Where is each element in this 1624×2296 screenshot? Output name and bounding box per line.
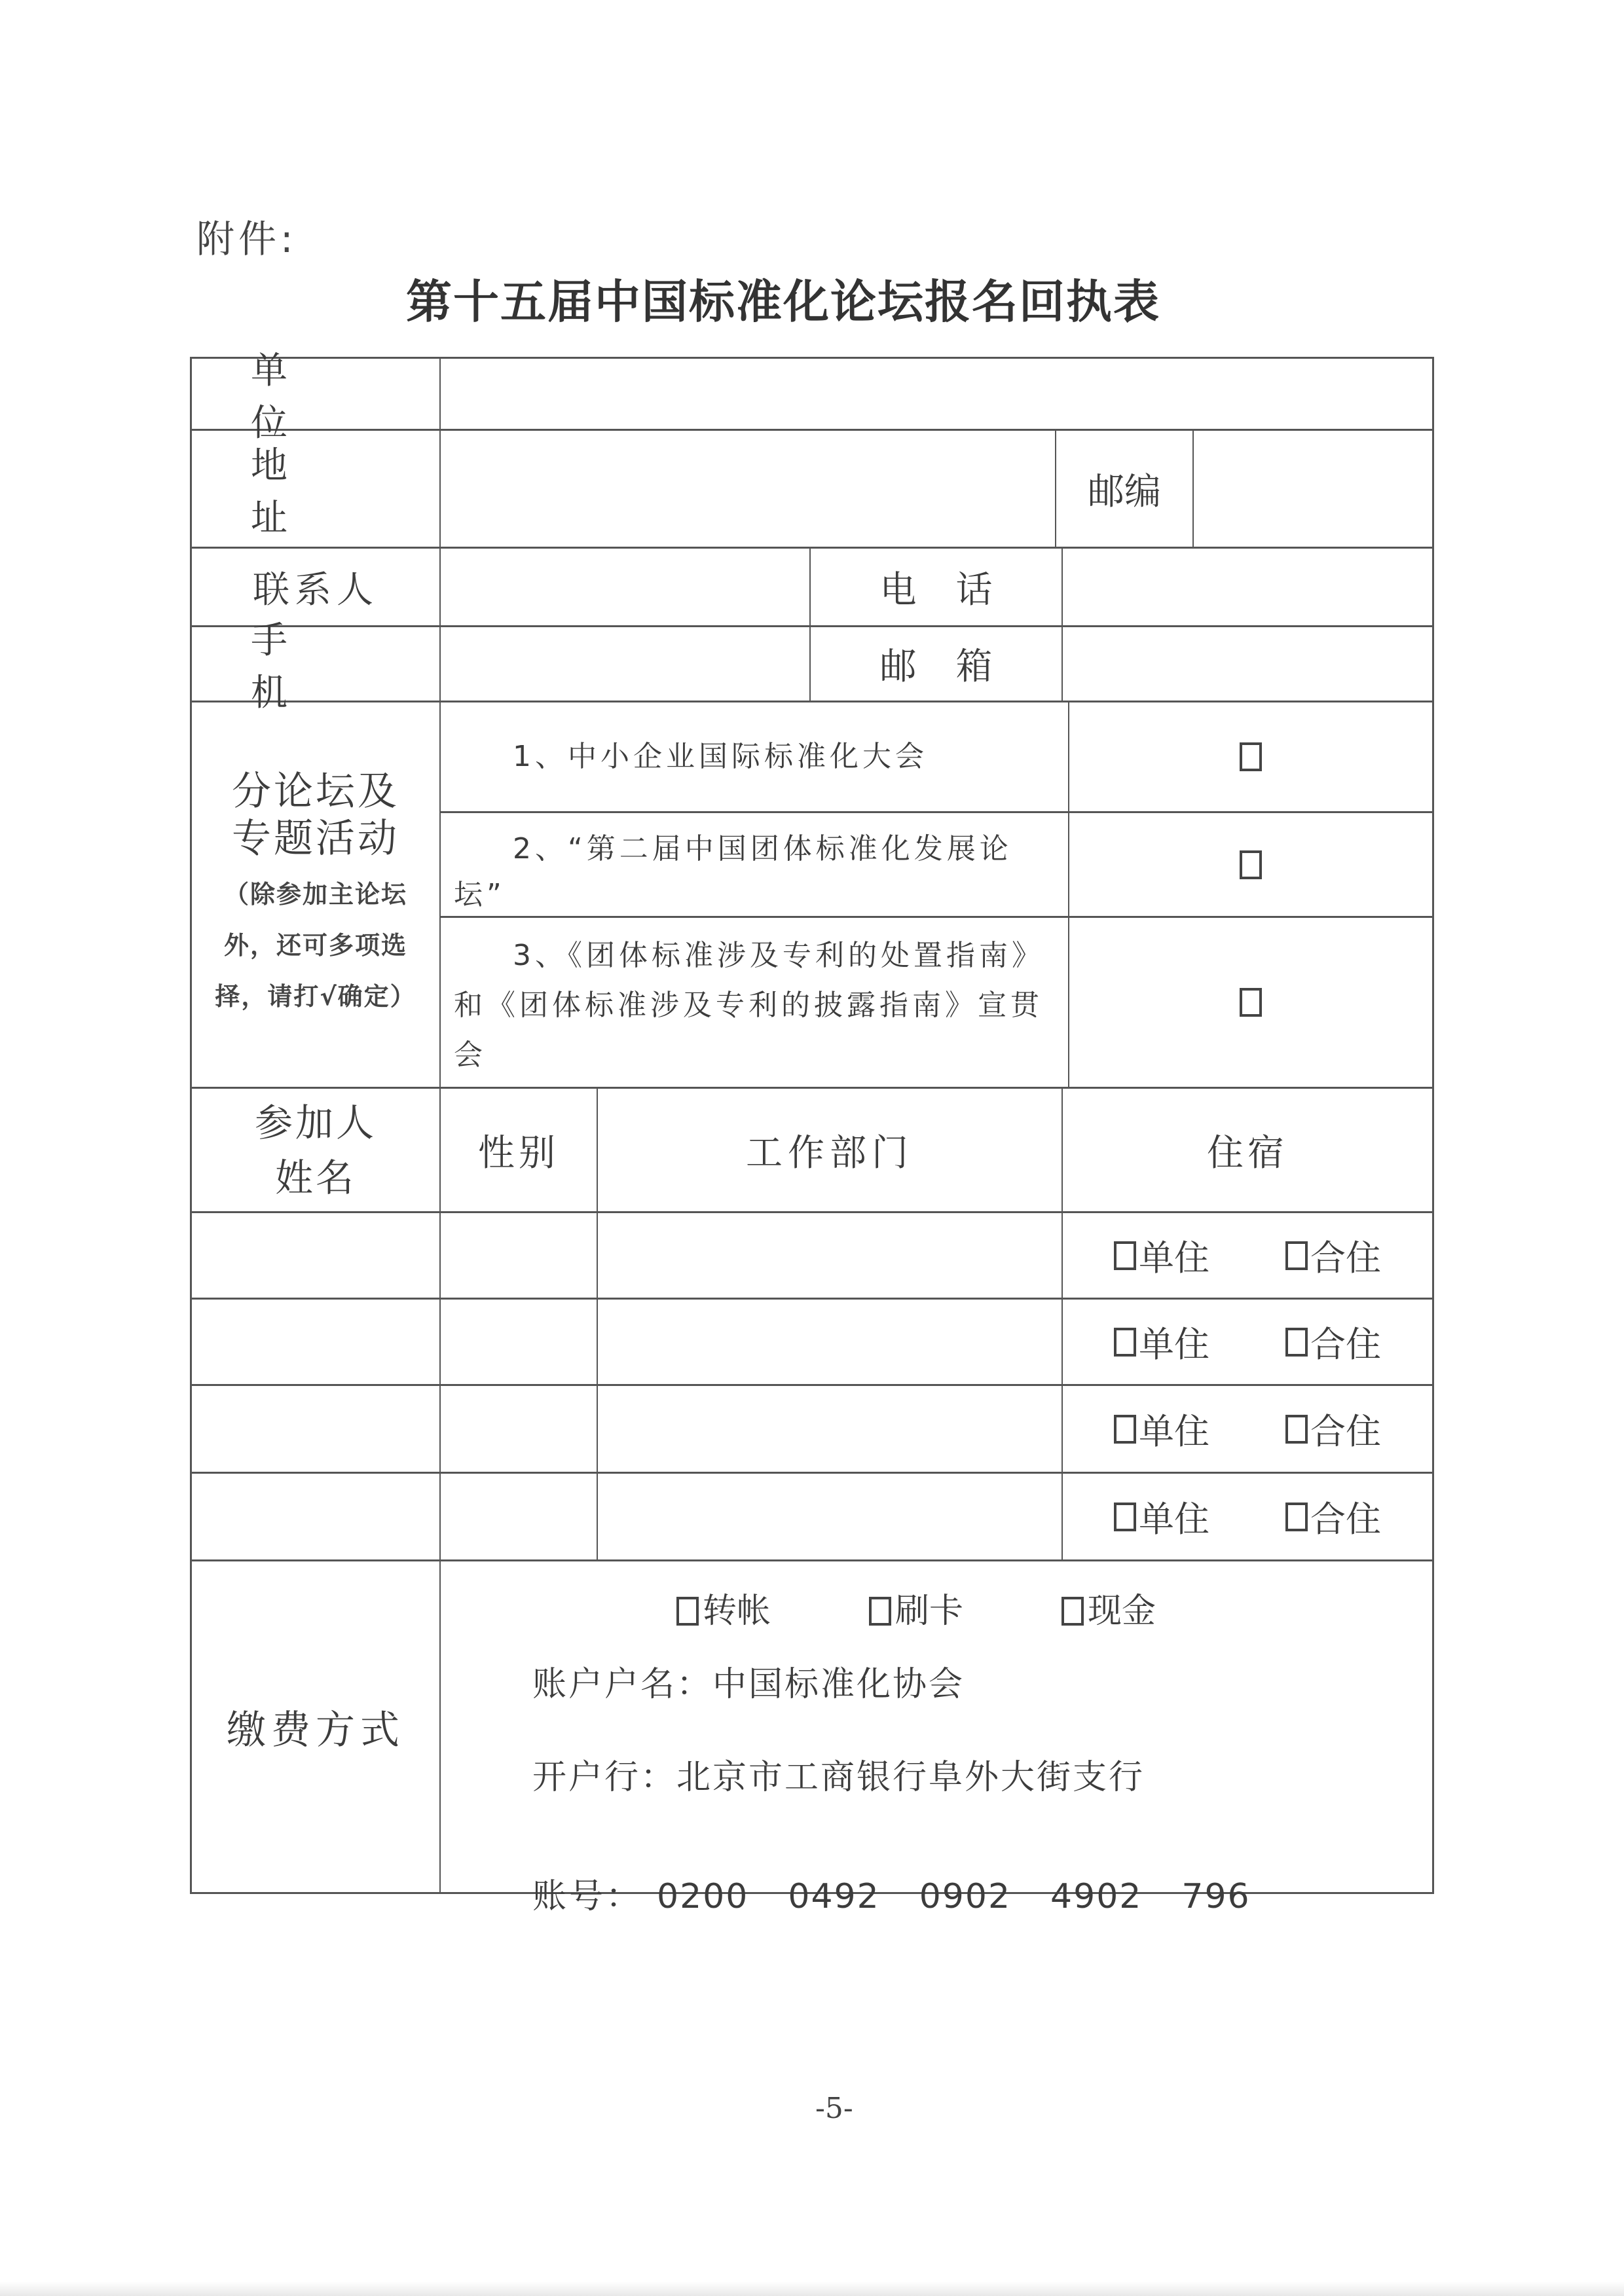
bank-line (532, 1760, 1432, 1795)
postcode-field[interactable] (1194, 431, 1432, 547)
forum-item (441, 918, 1432, 1087)
registration-form-table (190, 349, 1434, 1916)
attachment-label: 附件: (196, 217, 297, 261)
checkbox-icon[interactable] (1114, 1241, 1136, 1270)
payment-method-transfer[interactable] (676, 1592, 771, 1631)
lodging-shared-option[interactable] (1285, 1491, 1381, 1542)
lodging-shared-option[interactable] (1285, 1317, 1381, 1367)
checkbox-icon[interactable] (1285, 1328, 1308, 1357)
account-name-line (532, 1667, 1432, 1702)
postcode-label: 邮编 (1056, 431, 1194, 547)
lodging-shared-label: 合住 (1310, 1237, 1381, 1279)
participant-department-field[interactable] (598, 1386, 1063, 1472)
lodging-shared-label: 合住 (1310, 1324, 1381, 1365)
participant-name-field[interactable] (192, 1300, 441, 1384)
lodging-header: 住宿 (1207, 1131, 1288, 1175)
row-address (192, 431, 1432, 549)
scan-edge (0, 2282, 1624, 2296)
checkbox-icon[interactable] (1114, 1503, 1136, 1531)
email-field[interactable] (1063, 627, 1432, 701)
participant-gender-field[interactable] (441, 1213, 598, 1298)
page-number: -5- (815, 2092, 853, 2125)
forum-item-checkbox[interactable] (1240, 850, 1262, 879)
form-title: 第十五届中国标准化论坛报名回执表 (406, 275, 1160, 329)
payment-label: 缴费方式 (192, 1561, 441, 1892)
participant-department-field[interactable] (598, 1300, 1063, 1384)
checkbox-icon[interactable] (1114, 1328, 1136, 1357)
forums-label-line1: 分论坛及 (232, 768, 399, 814)
account-number-group: 4902 (1050, 1877, 1143, 1916)
payment-method-label: 转帐 (703, 1592, 771, 1631)
participant-row (192, 1213, 1432, 1300)
lodging-options (1063, 1386, 1432, 1472)
payment-methods (532, 1592, 1432, 1631)
checkbox-icon[interactable] (1285, 1415, 1308, 1444)
lodging-shared-option[interactable] (1285, 1404, 1381, 1454)
account-number-group: 796 (1181, 1877, 1251, 1916)
checkbox-icon[interactable] (869, 1597, 891, 1626)
account-number-group: 0902 (919, 1877, 1012, 1916)
lodging-single-option[interactable] (1114, 1404, 1209, 1454)
checkbox-icon[interactable] (1114, 1415, 1136, 1444)
forums-note-line3: 择，请打√确定） (215, 981, 416, 1011)
mobile-label: 手机 (192, 627, 441, 701)
payment-method-label: 现金 (1088, 1592, 1156, 1631)
participant-gender-field[interactable] (441, 1386, 598, 1472)
lodging-single-label: 单住 (1139, 1411, 1209, 1452)
bank-label: 开户行： (532, 1758, 677, 1797)
participant-name-field[interactable] (192, 1386, 441, 1472)
mobile-field[interactable] (441, 627, 811, 701)
payment-details (441, 1561, 1432, 1916)
row-forums (192, 702, 1432, 1089)
forum-item-checkbox[interactable] (1240, 742, 1262, 771)
forum-item (441, 702, 1432, 813)
participant-gender-field[interactable] (441, 1300, 598, 1384)
department-header: 工作部门 (598, 1089, 1063, 1211)
lodging-single-label: 单住 (1139, 1237, 1209, 1279)
account-number-label: 账号： (532, 1877, 643, 1916)
lodging-single-label: 单住 (1139, 1324, 1209, 1365)
lodging-single-option[interactable] (1114, 1491, 1209, 1542)
bank-value: 北京市工商银行阜外大街支行 (676, 1758, 1145, 1797)
address-field[interactable] (441, 431, 1056, 547)
payment-method-card[interactable] (869, 1592, 964, 1631)
payment-method-label: 刷卡 (895, 1592, 964, 1631)
checkbox-icon[interactable] (1061, 1597, 1084, 1626)
forums-note-line2: 外，还可多项选 (223, 930, 407, 960)
account-name-value: 中国标准化协会 (712, 1665, 965, 1704)
participants-header-row (192, 1089, 1432, 1213)
contact-field[interactable] (441, 549, 811, 625)
row-mobile (192, 619, 1432, 714)
forums-label-cell (192, 702, 441, 1087)
participant-row (192, 1474, 1432, 1561)
lodging-shared-label: 合住 (1310, 1499, 1381, 1540)
lodging-options (1063, 1213, 1432, 1298)
row-unit (192, 349, 1432, 445)
gender-header: 性别 (441, 1089, 598, 1211)
account-number-group: 0200 (657, 1877, 749, 1916)
lodging-shared-option[interactable] (1285, 1230, 1381, 1281)
participant-name-header (192, 1089, 441, 1211)
checkbox-icon[interactable] (1285, 1503, 1308, 1531)
forum-item-text: 1、中小企业国际标准化大会 (441, 702, 1069, 811)
participant-row (192, 1386, 1432, 1474)
participant-name-header-line2: 姓名 (274, 1155, 356, 1200)
forum-item-text: 2、“第二届中国团体标准化发展论坛” (441, 813, 1069, 916)
address-label: 地址 (192, 431, 441, 547)
checkbox-icon[interactable] (1285, 1241, 1308, 1270)
forum-item-text: 3、《团体标准涉及专利的处置指南》和《团体标准涉及专利的披露指南》宣贯会 (441, 918, 1069, 1087)
row-payment (192, 1561, 1432, 1916)
participant-name-field[interactable] (192, 1213, 441, 1298)
unit-label: 单位 (192, 359, 441, 429)
participant-row (192, 1300, 1432, 1386)
lodging-options (1063, 1300, 1432, 1384)
lodging-options (1063, 1474, 1432, 1559)
forum-item-checkbox[interactable] (1240, 988, 1262, 1017)
participant-name-header-line1: 参加人 (254, 1100, 377, 1145)
phone-label: 电话 (811, 549, 1063, 625)
forums-label-line2: 专题活动 (232, 815, 399, 862)
forums-list (441, 702, 1432, 1087)
forum-item (441, 813, 1432, 918)
participant-department-field[interactable] (598, 1474, 1063, 1559)
account-name-label: 账户户名： (532, 1665, 713, 1704)
lodging-single-option[interactable] (1114, 1230, 1209, 1281)
checkbox-icon[interactable] (676, 1597, 699, 1626)
unit-field[interactable] (441, 359, 1432, 429)
account-number-line (532, 1877, 1432, 1916)
payment-method-cash[interactable] (1061, 1592, 1156, 1631)
lodging-single-label: 单住 (1139, 1499, 1209, 1540)
lodging-shared-label: 合住 (1310, 1411, 1381, 1452)
participant-department-field[interactable] (598, 1213, 1063, 1298)
forums-note (215, 869, 416, 1022)
lodging-single-option[interactable] (1114, 1317, 1209, 1367)
account-number-group: 0492 (788, 1877, 880, 1916)
phone-field[interactable] (1063, 549, 1432, 625)
participant-name-field[interactable] (192, 1474, 441, 1559)
participant-gender-field[interactable] (441, 1474, 598, 1559)
contact-label: 联系人 (192, 549, 441, 625)
email-label: 邮箱 (811, 627, 1063, 701)
forums-note-line1: （除参加主论坛 (223, 879, 407, 909)
